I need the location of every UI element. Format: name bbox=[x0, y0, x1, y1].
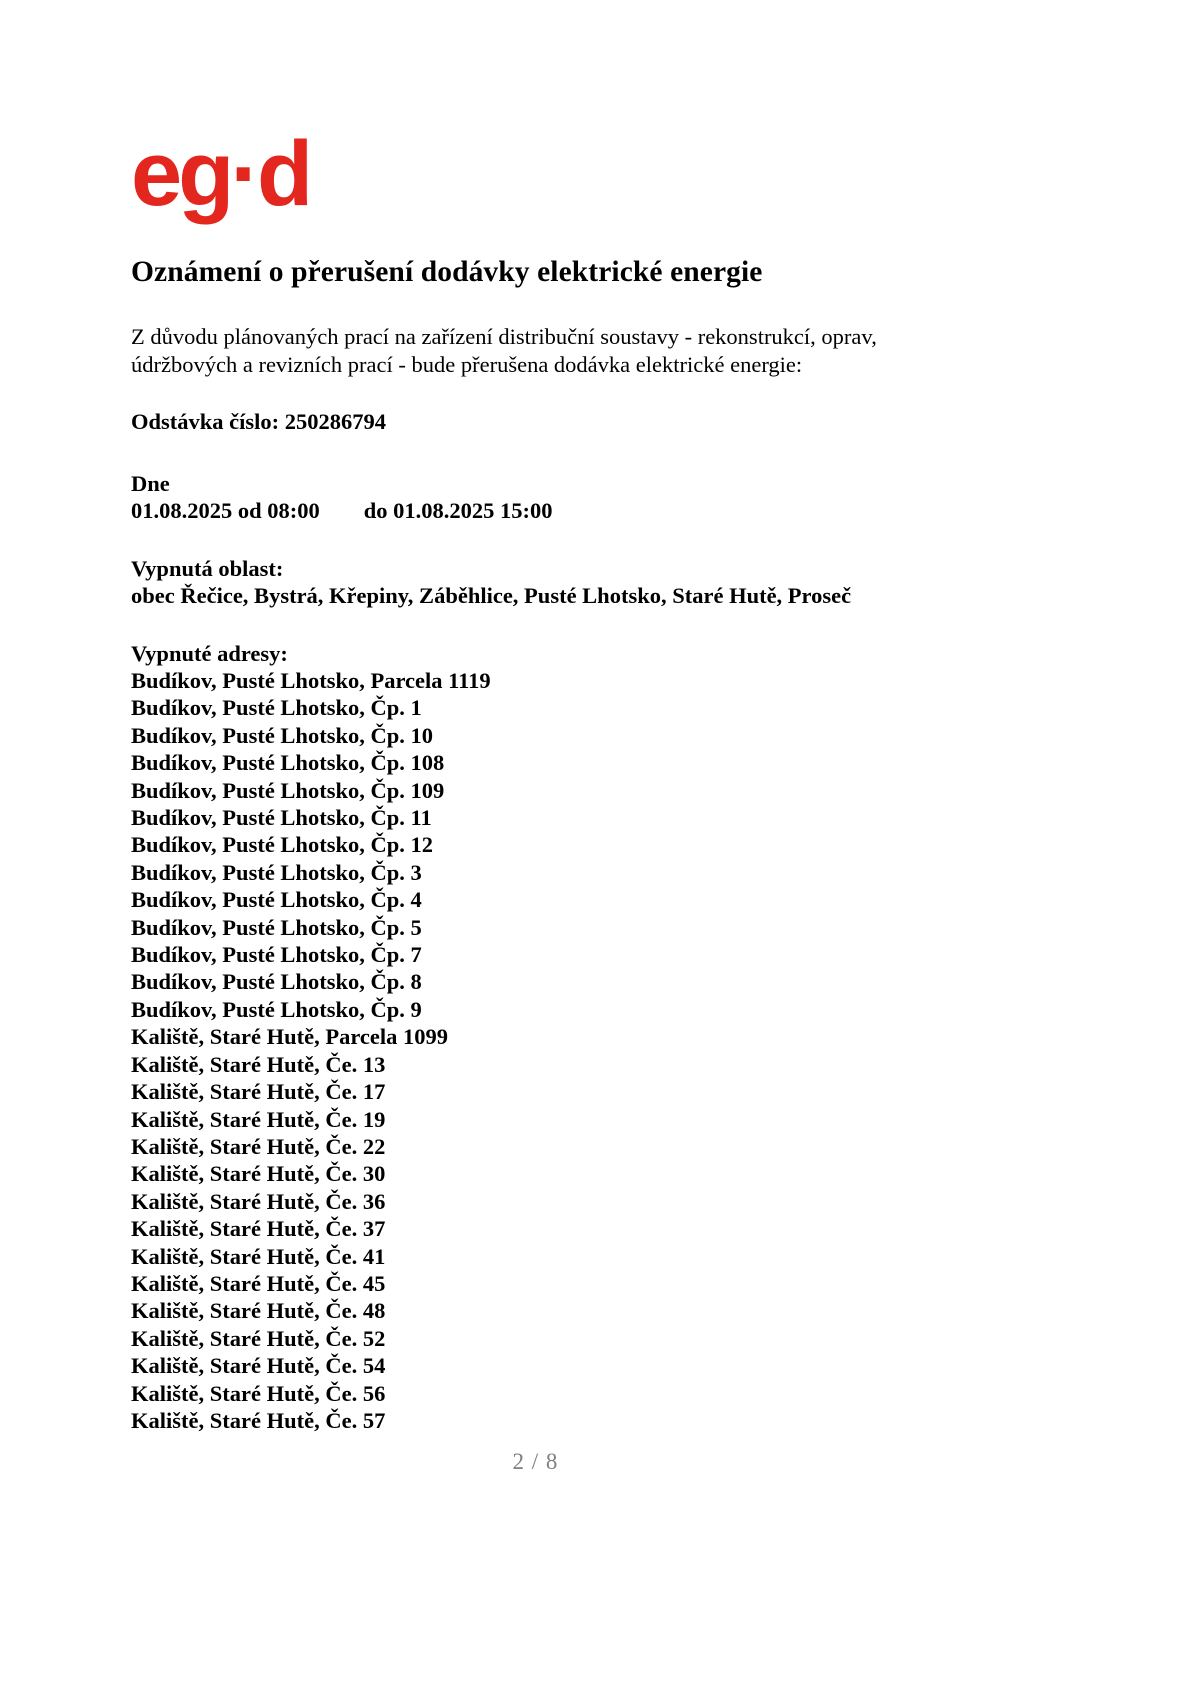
document-content bbox=[131, 255, 1071, 1434]
list-item: Budíkov, Pusté Lhotsko, Čp. 12 bbox=[131, 832, 433, 858]
list-item: Kaliště, Staré Hutě, Če. 17 bbox=[131, 1079, 386, 1105]
area-heading: Vypnutá oblast: bbox=[131, 555, 284, 581]
list-item: Kaliště, Staré Hutě, Če. 22 bbox=[131, 1133, 386, 1159]
list-item: Kaliště, Staré Hutě, Če. 41 bbox=[131, 1243, 386, 1269]
date-heading: Dne bbox=[131, 470, 170, 496]
page-title: Oznámení o přerušení dodávky elektrické energie bbox=[131, 256, 763, 288]
list-item: Budíkov, Pusté Lhotsko, Čp. 9 bbox=[131, 996, 422, 1022]
date-to: do 01.08.2025 15:00 bbox=[363, 498, 553, 523]
list-item: Kaliště, Staré Hutě, Če. 37 bbox=[131, 1216, 386, 1242]
list-item: Budíkov, Pusté Lhotsko, Čp. 11 bbox=[131, 805, 432, 831]
area-value: obec Řečice, Bystrá, Křepiny, Záběhlice, Pusté Lhotsko, Staré Hutě, Proseč bbox=[131, 583, 852, 608]
outage-number: Odstávka číslo: 250286794 bbox=[131, 409, 387, 434]
list-item: Budíkov, Pusté Lhotsko, Čp. 4 bbox=[131, 887, 422, 913]
spacer bbox=[131, 525, 1071, 555]
list-item: Kaliště, Staré Hutě, Če. 56 bbox=[131, 1380, 386, 1406]
page-number: 2 / 8 bbox=[512, 1449, 559, 1474]
date-from: 01.08.2025 od 08:00 bbox=[131, 498, 320, 523]
egd-logo bbox=[131, 123, 310, 225]
addresses-heading: Vypnuté adresy: bbox=[131, 640, 288, 666]
spacer bbox=[131, 436, 1071, 470]
list-item: Budíkov, Pusté Lhotsko, Parcela 1119 bbox=[131, 668, 491, 693]
address-list bbox=[131, 667, 1071, 1434]
list-item: Budíkov, Pusté Lhotsko, Čp. 3 bbox=[131, 859, 422, 885]
page-footer bbox=[0, 1449, 1191, 1475]
list-item: Budíkov, Pusté Lhotsko, Čp. 109 bbox=[131, 777, 445, 803]
list-item: Kaliště, Staré Hutě, Če. 13 bbox=[131, 1051, 386, 1077]
date-range bbox=[131, 497, 1071, 525]
list-item: Kaliště, Staré Hutě, Parcela 1099 bbox=[131, 1024, 449, 1050]
list-item: Budíkov, Pusté Lhotsko, Čp. 10 bbox=[131, 722, 433, 748]
list-item: Budíkov, Pusté Lhotsko, Čp. 108 bbox=[131, 750, 445, 776]
list-item: Kaliště, Staré Hutě, Če. 45 bbox=[131, 1270, 386, 1296]
list-item: Budíkov, Pusté Lhotsko, Čp. 1 bbox=[131, 695, 422, 721]
list-item: Kaliště, Staré Hutě, Če. 48 bbox=[131, 1298, 386, 1324]
spacer bbox=[131, 289, 1071, 323]
spacer bbox=[131, 378, 1071, 408]
list-item: Kaliště, Staré Hutě, Če. 36 bbox=[131, 1188, 386, 1214]
list-item: Budíkov, Pusté Lhotsko, Čp. 7 bbox=[131, 942, 422, 968]
intro-line-2: údržbových a revizních prací - bude přerušena dodávka elektrické energie: bbox=[131, 351, 803, 377]
list-item: Kaliště, Staré Hutě, Če. 54 bbox=[131, 1353, 386, 1379]
intro-line-1: Z důvodu plánovaných prací na zařízení distribuční soustavy - rekonstrukcí, oprav, bbox=[131, 324, 877, 349]
list-item: Kaliště, Staré Hutě, Če. 30 bbox=[131, 1161, 386, 1187]
list-item: Budíkov, Pusté Lhotsko, Čp. 8 bbox=[131, 969, 422, 995]
egd-logo-text: eg·d bbox=[131, 123, 310, 225]
intro-paragraph bbox=[131, 323, 1071, 378]
list-item: Kaliště, Staré Hutě, Če. 19 bbox=[131, 1106, 386, 1132]
list-item: Kaliště, Staré Hutě, Če. 52 bbox=[131, 1325, 386, 1351]
list-item: Kaliště, Staré Hutě, Če. 57 bbox=[131, 1407, 386, 1433]
spacer bbox=[131, 610, 1071, 640]
list-item: Budíkov, Pusté Lhotsko, Čp. 5 bbox=[131, 914, 422, 940]
